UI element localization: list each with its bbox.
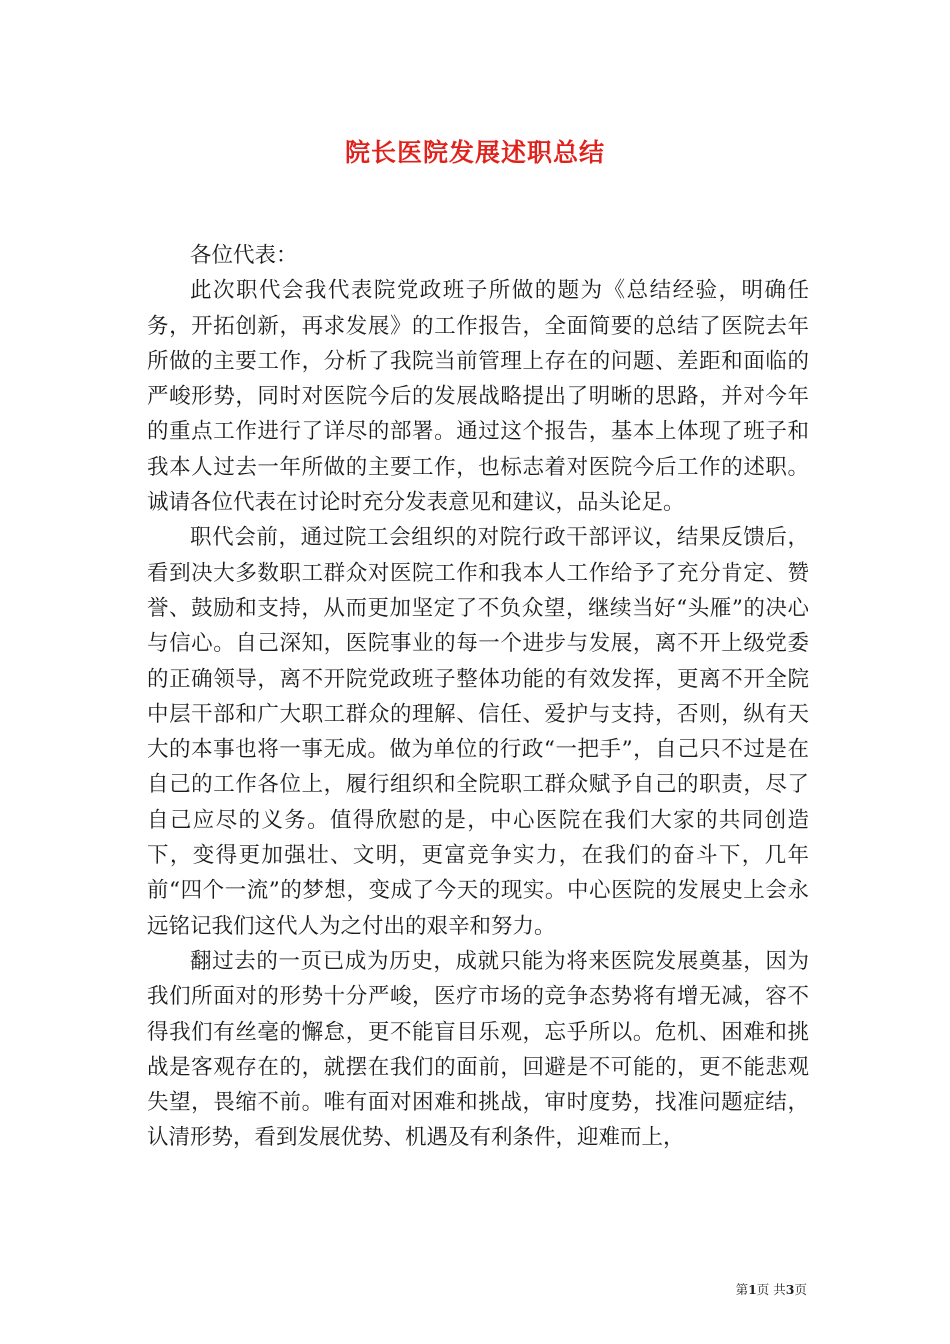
page-title: 院长医院发展述职总结: [344, 138, 605, 167]
footer-current-page: 1: [748, 1282, 757, 1297]
document-body: [147, 238, 809, 1156]
paragraph-3: 翻过去的一页已成为历史，成就只能为将来医院发展奠基，因为我们所面对的形势十分严峻，医疗市场的竞争态势将有增无减，容不得我们有丝毫的懈怠，更不能盲目乐观，忘乎所以。危机、困难和挑战是客观存在的，就摆在我们的面前，回避是不可能的，更不能悲观失望，畏缩不前。唯有面对困难和挑战，审时度势，找准问题症结，认清形势，看到发展优势、机遇及有利条件，迎难而上，: [147, 948, 809, 1151]
salutation: 各位代表：: [190, 243, 298, 268]
paragraph-1: 此次职代会我代表院党政班子所做的题为《总结经验，明确任务，开拓创新，再求发展》的工作报告，全面简要的总结了医院去年所做的主要工作，分析了我院当前管理上存在的问题、差距和面临的严峻形势，同时对医院今后的发展战略提出了明晰的思路，并对今年的重点工作进行了详尽的部署。通过这个报告，基本上体现了班子和我本人过去一年所做的主要工作，也标志着对医院今后工作的述职。诚请各位代表在讨论时充分发表意见和建议，品头论足。: [147, 278, 809, 516]
footer-middle: 页 共: [756, 1282, 786, 1297]
footer-prefix: 第: [735, 1282, 749, 1297]
paragraph-2: 职代会前，通过院工会组织的对院行政干部评议，结果反馈后，看到决大多数职工群众对医院工作和我本人工作给予了充分肯定、赞誉、鼓励和支持，从而更加坚定了不负众望，继续当好“头雁”的决心与信心。自己深知，医院事业的每一个进步与发展，离不开上级党委的正确领导，离不开院党政班子整体功能的有效发挥，更离不开全院中层干部和广大职工群众的理解、信任、爱护与支持，否则，纵有天大的本事也将一事无成。做为单位的行政“一把手”，自己只不过是在自己的工作各位上，履行组织和全院职工群众赋予自己的职责，尽了自己应尽的义务。值得欣慰的是，中心医院在我们大家的共同创造下，变得更加强壮、文明，更富竞争实力，在我们的奋斗下，几年前“四个一流”的梦想，变成了今天的现实。中心医院的发展史上会永远铭记我们这代人为之付出的艰辛和努力。: [147, 525, 809, 939]
footer-total-pages: 3: [785, 1282, 795, 1297]
page-number-footer: [736, 1280, 807, 1298]
footer-suffix: 页: [794, 1282, 807, 1297]
